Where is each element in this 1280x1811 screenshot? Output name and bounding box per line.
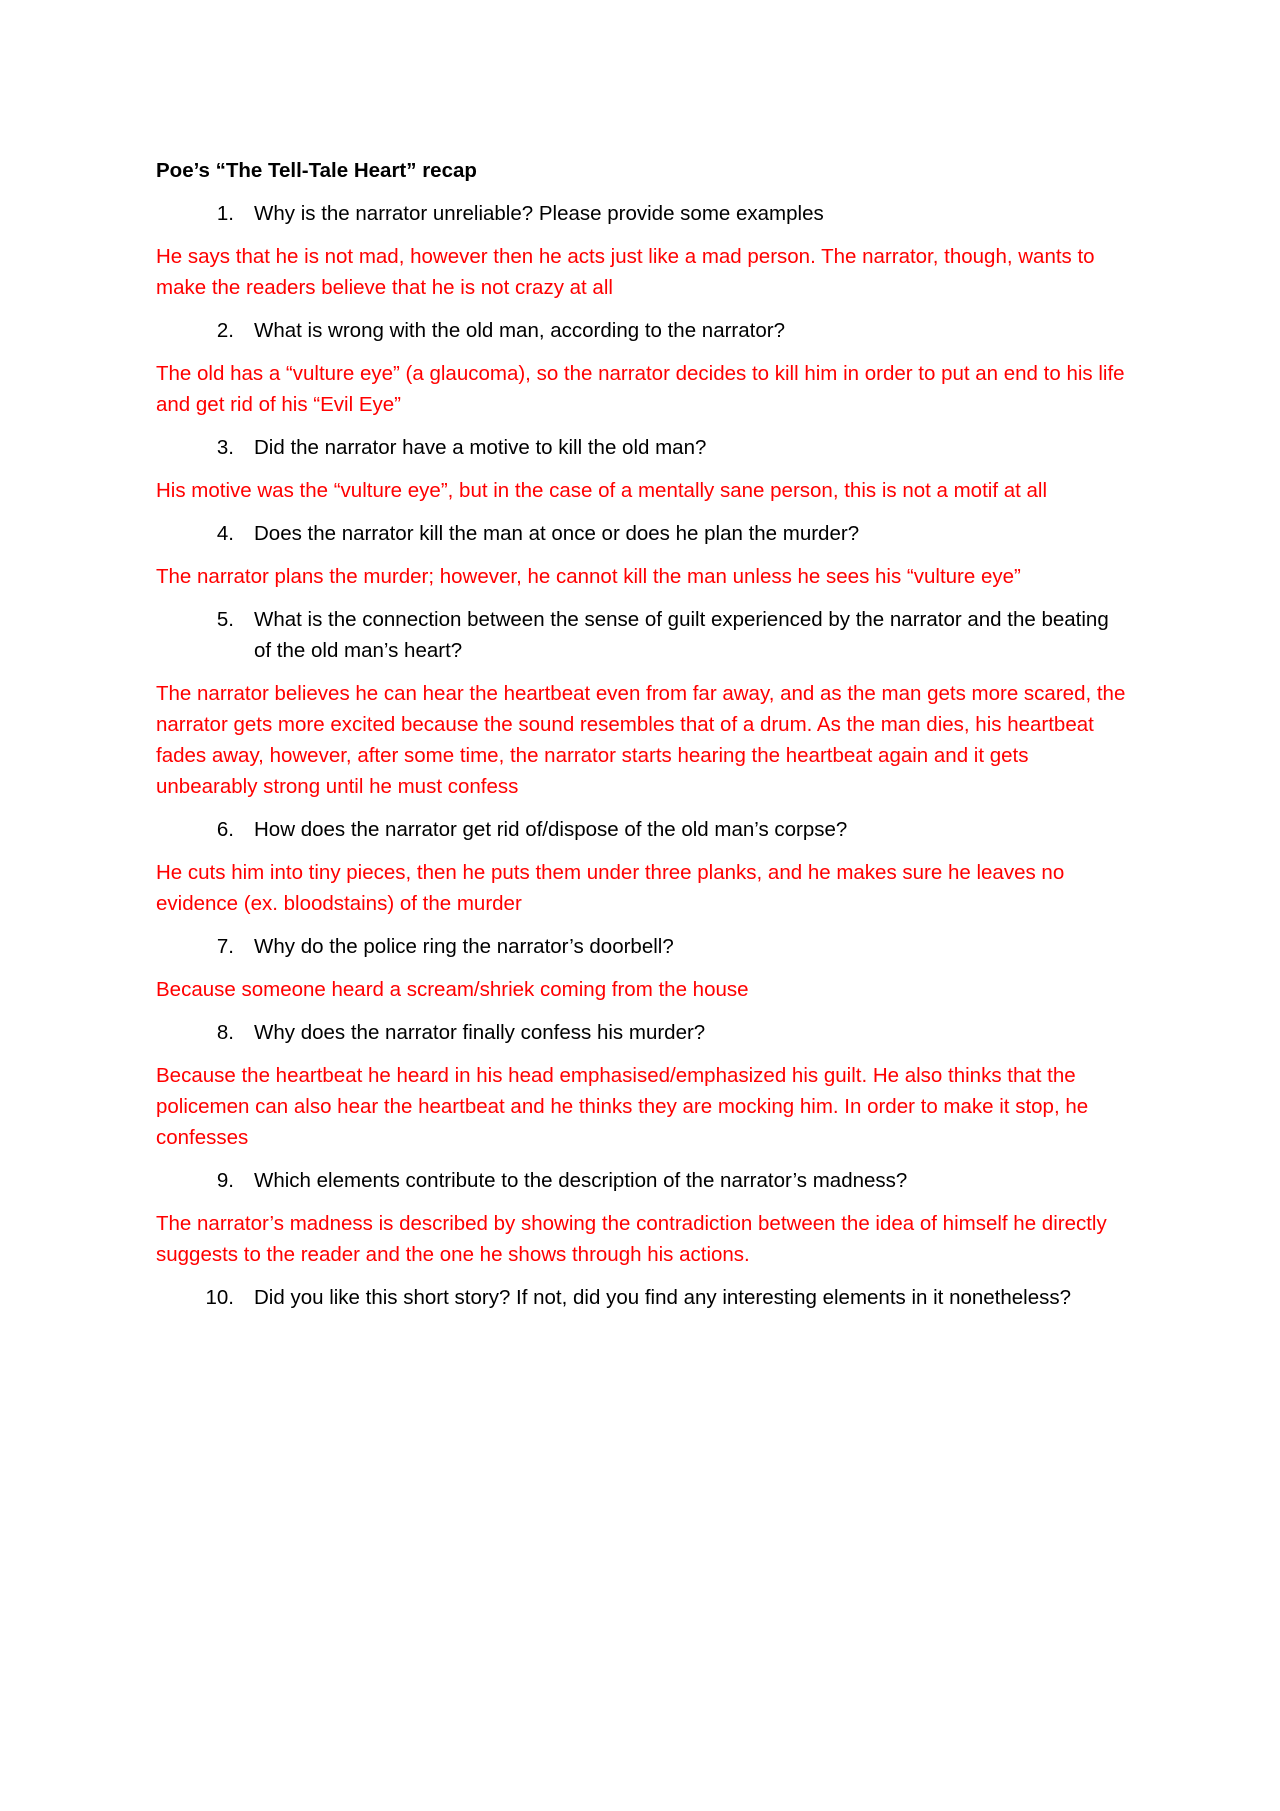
qa-item-2 — [156, 315, 1130, 420]
answer-9: The narrator’s madness is described by showing the contradiction between the idea of himself he directly suggests to the reader and the one he shows through his actions. — [156, 1212, 1107, 1266]
qa-item-10 — [156, 1282, 1130, 1313]
qa-item-8 — [156, 1017, 1130, 1153]
question-2 — [156, 315, 1130, 346]
answer-2: The old has a “vulture eye” (a glaucoma), so the narrator decides to kill him in order to put an end to his life and get rid of his “Evil Eye” — [156, 362, 1125, 416]
question-text: Why is the narrator unreliable? Please provide some examples — [254, 202, 824, 225]
qa-item-1 — [156, 198, 1130, 303]
question-text: Why does the narrator finally confess his murder? — [254, 1021, 706, 1044]
question-number: 10. — [205, 1286, 234, 1309]
question-text: What is the connection between the sense of guilt experienced by the narrator and the beating of the old man’s heart? — [254, 608, 1109, 662]
qa-item-5 — [156, 604, 1130, 802]
question-6 — [156, 814, 1130, 845]
question-5 — [156, 604, 1130, 666]
question-10 — [156, 1282, 1130, 1313]
answer-5: The narrator believes he can hear the heartbeat even from far away, and as the man gets more scared, the narrator gets more excited because the sound resembles that of a drum. As the man dies, his heartbeat fades away, however, after some time, the narrator starts hearing the heartbeat again and it gets unbearably strong until he must confess — [156, 682, 1126, 798]
question-number: 7. — [216, 935, 234, 958]
answer-7: Because someone heard a scream/shriek coming from the house — [156, 978, 749, 1001]
answer-8: Because the heartbeat he heard in his head emphasised/emphasized his guilt. He also thinks that the policemen can also hear the heartbeat and he thinks they are mocking him. In order to make it stop, he confesses — [156, 1064, 1089, 1149]
question-text: Did the narrator have a motive to kill the old man? — [254, 436, 707, 459]
question-9 — [156, 1165, 1130, 1196]
question-3 — [156, 432, 1130, 463]
question-text: How does the narrator get rid of/dispose of the old man’s corpse? — [254, 818, 848, 841]
question-text: Which elements contribute to the description of the narrator’s madness? — [254, 1169, 908, 1192]
question-text: Does the narrator kill the man at once or does he plan the murder? — [254, 522, 860, 545]
answer-3: His motive was the “vulture eye”, but in the case of a mentally sane person, this is not a motif at all — [156, 479, 1048, 502]
question-text: Did you like this short story? If not, did you find any interesting elements in it nonetheless? — [254, 1286, 1072, 1309]
question-8 — [156, 1017, 1130, 1048]
question-1 — [156, 198, 1130, 229]
qa-item-6 — [156, 814, 1130, 919]
qa-item-7 — [156, 931, 1130, 1005]
question-number: 2. — [216, 319, 234, 342]
question-number: 1. — [216, 202, 234, 225]
question-number: 5. — [216, 608, 234, 631]
question-7 — [156, 931, 1130, 962]
qa-item-9 — [156, 1165, 1130, 1270]
document-title: Poe’s “The Tell-Tale Heart” recap — [156, 159, 477, 182]
question-4 — [156, 518, 1130, 549]
question-text: What is wrong with the old man, according to the narrator? — [254, 319, 785, 342]
question-text: Why do the police ring the narrator’s doorbell? — [254, 935, 674, 958]
qa-item-3 — [156, 432, 1130, 506]
question-number: 9. — [216, 1169, 234, 1192]
qa-item-4 — [156, 518, 1130, 592]
answer-6: He cuts him into tiny pieces, then he puts them under three planks, and he makes sure he leaves no evidence (ex. bloodstains) of the murder — [156, 861, 1065, 915]
answer-4: The narrator plans the murder; however, he cannot kill the man unless he sees his “vulture eye” — [156, 565, 1021, 588]
question-number: 8. — [216, 1021, 234, 1044]
question-number: 6. — [216, 818, 234, 841]
question-number: 3. — [216, 436, 234, 459]
answer-1: He says that he is not mad, however then he acts just like a mad person. The narrator, though, wants to make the readers believe that he is not crazy at all — [156, 245, 1095, 299]
question-number: 4. — [216, 522, 234, 545]
